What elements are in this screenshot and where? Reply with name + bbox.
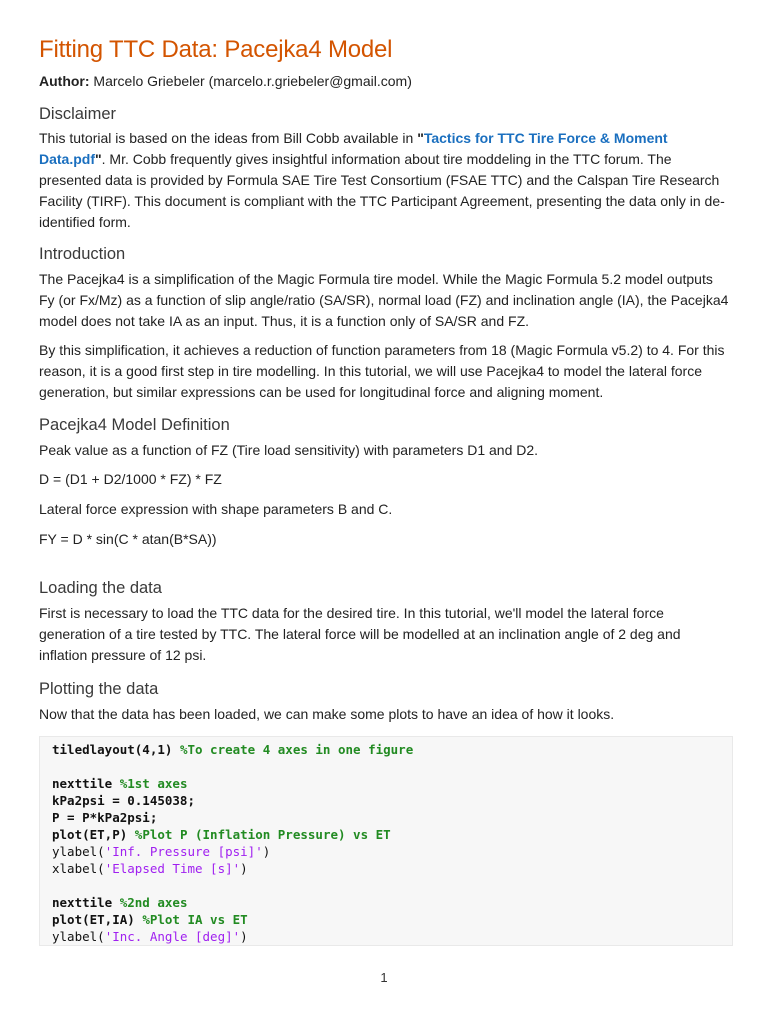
code-comment: %1st axes: [119, 776, 188, 791]
introduction-heading: Introduction: [39, 245, 126, 263]
equation-d: D = (D1 + D2/1000 * FZ) * FZ: [39, 471, 222, 487]
code-line: [52, 792, 732, 809]
code-line-blank: [52, 758, 732, 775]
author-value: Marcelo Griebeler (marcelo.r.griebeler@gmail.com): [89, 73, 412, 89]
code-text: xlabel(: [52, 861, 105, 876]
plotting-heading: Plotting the data: [39, 680, 159, 698]
author-line: [39, 72, 412, 90]
code-comment: %Plot IA vs ET: [142, 912, 248, 927]
disclaimer-text-after: . Mr. Cobb frequently gives insightful information about tire moddeling in the TTC forum. The presented data is provided by Formula SAE Tire Test Consortium (FSAE TTC) and the Calspan Tire Research Facility (TIRF). This document is compliant with the TTC Participant Agreement, presenting the data only in de-identified form.: [39, 151, 725, 230]
page-title: Fitting TTC Data: Pacejka4 Model: [39, 36, 393, 63]
code-line: [52, 826, 732, 843]
tactics-pdf-link[interactable]: Tactics for TTC Tire Force & Moment Data.pdf: [39, 130, 668, 167]
introduction-paragraph-2: By this simplification, it achieves a reduction of function parameters from 18 (Magic Formula v5.2) to 4. For this reason, it is a good first step in tire modelling. In this tutorial, we will use Pacejka4 to model the lateral force generation, but similar expressions can be used for longitudinal force and aligning moment.: [39, 342, 725, 400]
loading-heading: Loading the data: [39, 579, 162, 597]
code-text: plot(ET,P): [52, 827, 135, 842]
quote-close: ": [95, 151, 102, 167]
code-line: [52, 741, 732, 758]
page-number: 1: [380, 970, 388, 985]
disclaimer-text-before: This tutorial is based on the ideas from Bill Cobb available in: [39, 130, 418, 146]
code-line: [52, 911, 732, 928]
code-string: 'Elapsed Time [s]': [104, 861, 241, 876]
code-comment: %2nd axes: [119, 895, 188, 910]
definition-paragraph-2: Lateral force expression with shape parameters B and C.: [39, 501, 393, 517]
code-block[interactable]: [39, 736, 733, 946]
code-line-blank: [52, 877, 732, 894]
code-text: nexttile: [52, 895, 120, 910]
code-text: ): [240, 861, 248, 876]
code-line: [52, 894, 732, 911]
plotting-paragraph: Now that the data has been loaded, we can make some plots to have an idea of how it looks.: [39, 706, 615, 722]
code-line: [52, 775, 732, 792]
code-text: ): [262, 844, 271, 859]
code-text: ylabel(: [52, 929, 105, 944]
code-string: 'Inc. Angle [deg]': [104, 929, 241, 944]
introduction-paragraph-1: The Pacejka4 is a simplification of the Magic Formula tire model. While the Magic Formula 5.2 model outputs Fy (or Fx/Mz) as a function of slip angle/ratio (SA/SR), normal load (FZ) and inclination angle (IA), the Pacejka4 model does not take IA as an input. Thus, it is a function only of SA/SR and FZ.: [39, 271, 729, 329]
code-comment: %Plot P (Inflation Pressure) vs ET: [134, 827, 391, 842]
disclaimer-heading: Disclaimer: [39, 105, 117, 123]
quote-open: ": [417, 130, 424, 146]
code-text: kPa2psi = 0.145038;: [52, 793, 195, 808]
code-line: [52, 928, 732, 945]
code-line: [52, 860, 732, 877]
code-comment: %To create 4 axes in one figure: [179, 742, 414, 757]
author-label: Author:: [39, 73, 90, 89]
equation-fy: FY = D * sin(C * atan(B*SA)): [39, 531, 217, 547]
code-line: [52, 843, 732, 860]
code-text: nexttile: [52, 776, 120, 791]
code-text: ylabel(: [52, 844, 105, 859]
definition-heading: Pacejka4 Model Definition: [39, 416, 230, 434]
code-text: P = P*kPa2psi;: [52, 810, 158, 825]
code-text: tiledlayout(4,1): [52, 742, 180, 757]
code-line: [52, 809, 732, 826]
loading-paragraph: First is necessary to load the TTC data for the desired tire. In this tutorial, we'll model the lateral force generation of a tire tested by TTC. The lateral force will be modelled at an inclination angle of 2 deg and inflation pressure of 12 psi.: [39, 605, 681, 663]
code-string: 'Inf. Pressure [psi]': [104, 844, 263, 859]
definition-paragraph-1: Peak value as a function of FZ (Tire load sensitivity) with parameters D1 and D2.: [39, 442, 539, 458]
code-text: plot(ET,IA): [52, 912, 143, 927]
code-text: ): [240, 929, 248, 944]
disclaimer-text: [39, 128, 729, 233]
